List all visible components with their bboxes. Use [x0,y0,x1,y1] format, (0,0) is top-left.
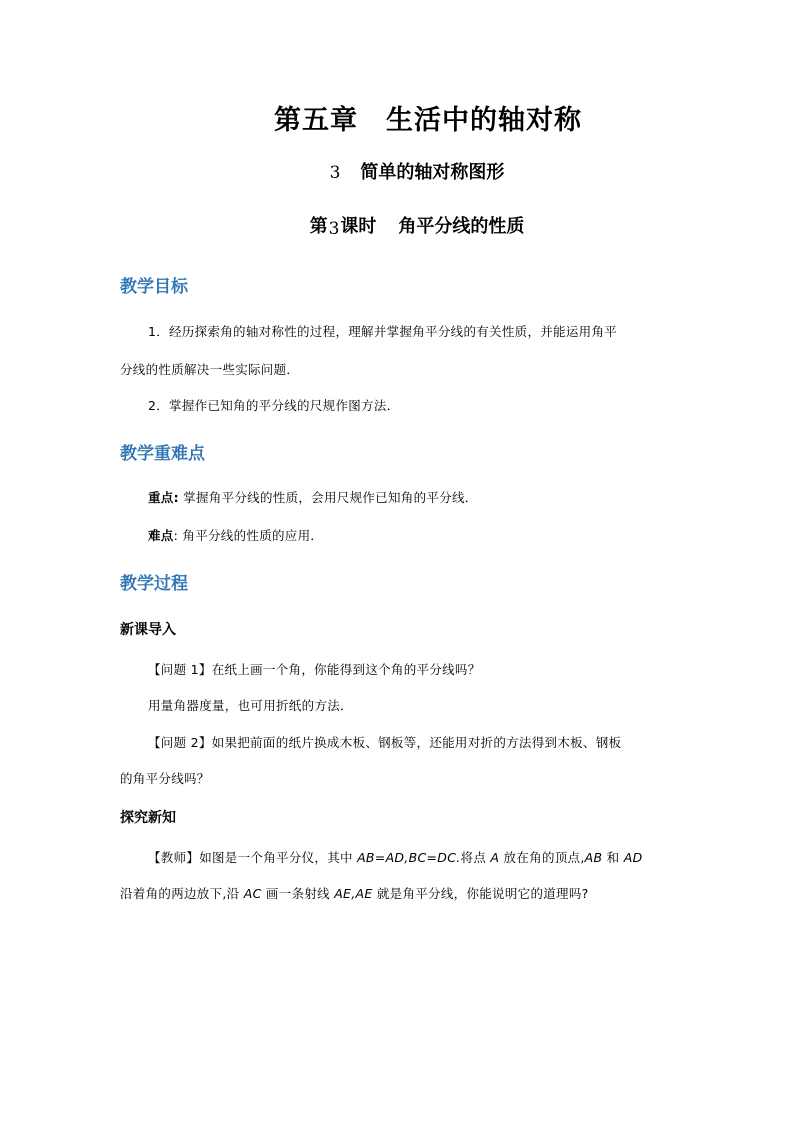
section-number: 3 [329,163,341,183]
difficult-point [148,526,323,544]
goals-heading: 教学目标 [120,277,188,297]
goal-item-2: 2．掌握作已知角的平分线的尺规作图方法． [148,398,400,413]
chapter-number: 第五章 [274,105,358,136]
explore-heading: 探究新知 [120,810,176,826]
question-2-line-2: 的角平分线吗？ [120,771,210,786]
question-1: 【问题 1】在纸上画一个角，你能得到这个角的平分线吗？ [148,662,481,677]
chapter-title [0,98,794,137]
lesson-title: 第3课时 角平分线的性质 [309,216,525,239]
answer-1: 用量角器度量，也可用折纸的方法． [148,698,353,713]
lesson-number: 3 [328,219,340,239]
lesson-name: 角平分线的性质 [398,216,525,237]
key-point-label: 重点: [148,490,179,505]
goal-item-1-line-2: 分线的性质解决一些实际问题． [120,362,300,377]
keypoints-heading: 教学重难点 [120,444,205,464]
goal-item-1-line-1: 1．经历探索角的轴对称性的过程，理解并掌握角平分线的有关性质，并能运用角平 [148,324,618,339]
difficult-point-label: 难点 [148,528,174,543]
teacher-text-line-2: 沿着角的两边放下,沿 AC 画一条射线 AE,AE 就是角平分线，你能说明它的道理吗? [120,886,589,901]
process-heading: 教学过程 [120,574,188,594]
section-title [0,158,794,184]
intro-heading: 新课导入 [120,622,176,638]
section-name: 简单的轴对称图形 [360,162,505,183]
chapter-name: 生活中的轴对称 [386,105,582,136]
key-point [148,488,478,506]
teacher-text-line-1: 【教师】如图是一个角平分仪，其中 AB=AD,BC=DC.将点 A 放在角的顶点,AB 和 AD [148,850,643,865]
difficult-point-text: : 角平分线的性质的应用． [173,528,324,543]
key-point-text: 掌握角平分线的性质，会用尺规作已知角的平分线． [178,490,478,505]
question-2-line-1: 【问题 2】如果把前面的纸片换成木板、钢板等，还能用对折的方法得到木板、钢板 [148,735,622,750]
